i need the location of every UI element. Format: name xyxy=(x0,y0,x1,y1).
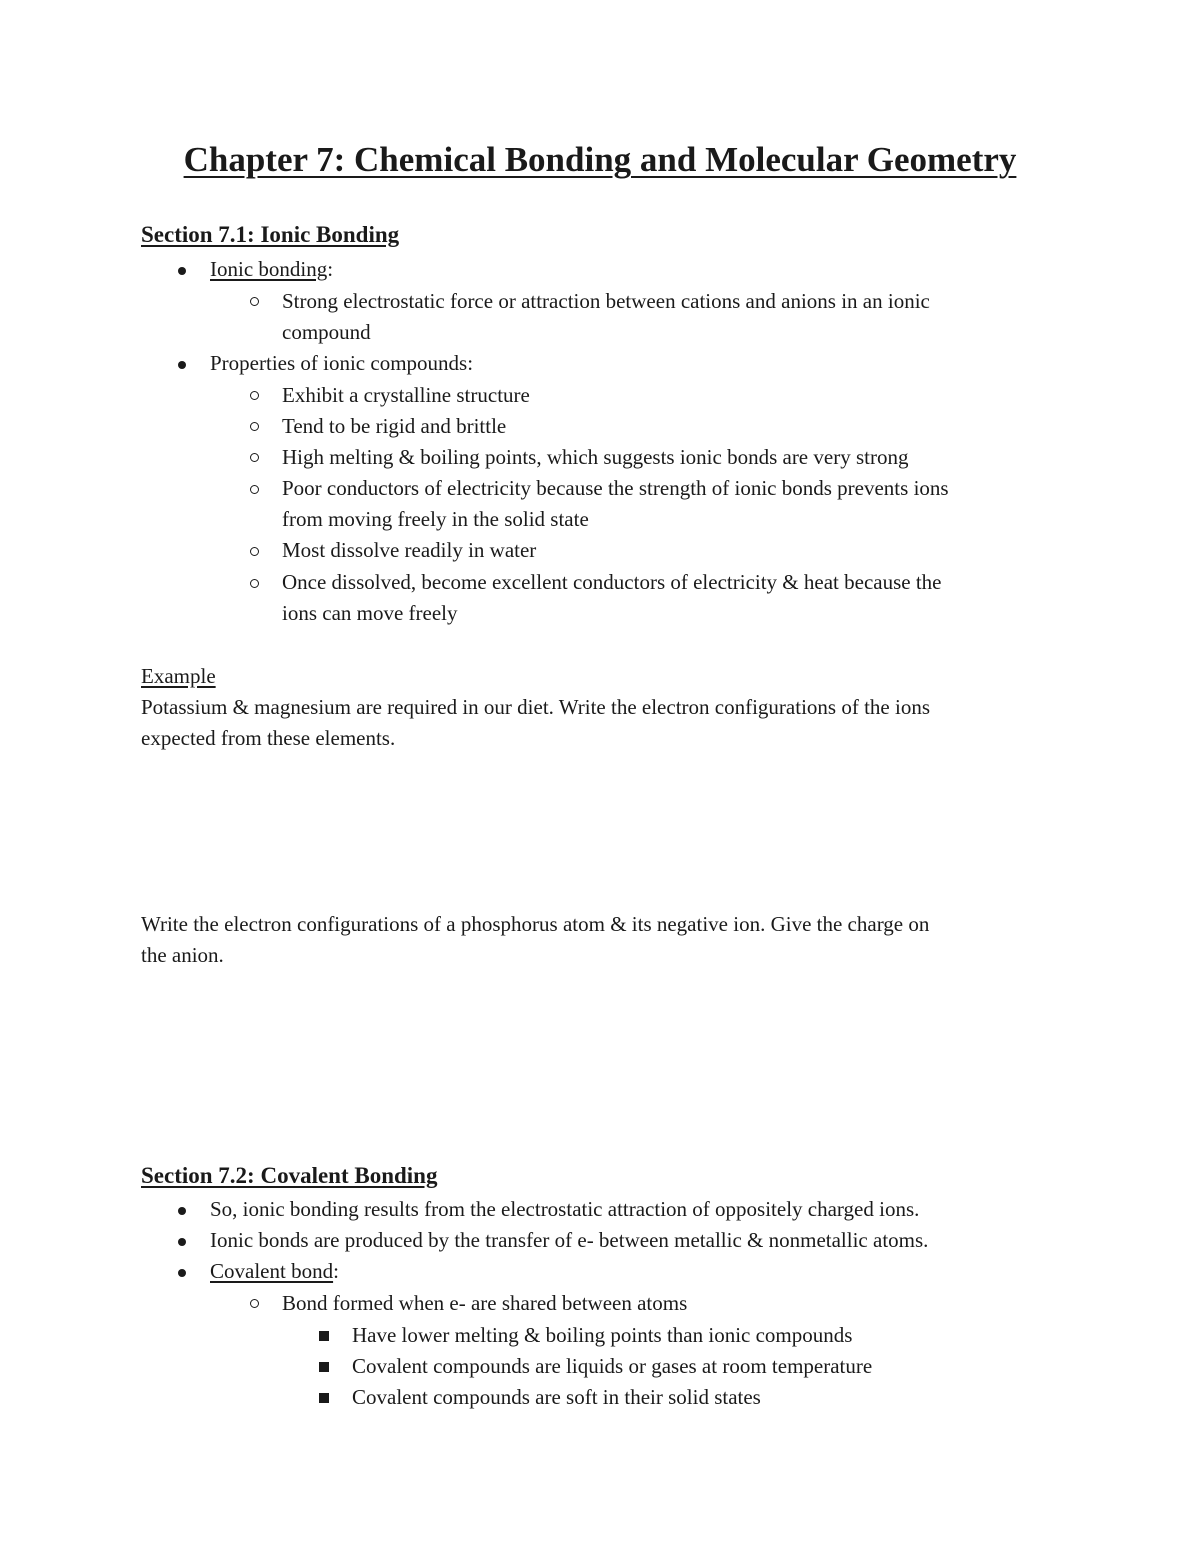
property-item: High melting & boiling points, which suggests ionic bonds are very strong xyxy=(282,445,909,469)
bullet-disc-icon xyxy=(178,267,186,275)
covalent-intro-item: So, ionic bonding results from the electrostatic attraction of oppositely charged ions. xyxy=(210,1197,920,1221)
covalent-property-item: Covalent compounds are soft in their solid states xyxy=(352,1385,761,1409)
bullet-circle-icon xyxy=(250,485,259,494)
bullet-disc-icon xyxy=(178,1238,186,1246)
bullet-circle-icon xyxy=(250,453,259,462)
example-question-2-cont: the anion. xyxy=(141,943,224,967)
covalent-bond-definition: Bond formed when e- are shared between atoms xyxy=(282,1291,688,1315)
property-item: Poor conductors of electricity because the strength of ionic bonds prevents ions xyxy=(282,476,949,500)
bullet-circle-icon xyxy=(250,422,259,431)
bullet-disc-icon xyxy=(178,361,186,369)
ionic-bonding-definition-cont: compound xyxy=(282,320,371,344)
section-heading-ionic: Section 7.1: Ionic Bonding xyxy=(141,222,400,247)
bullet-circle-icon xyxy=(250,579,259,588)
bullet-square-icon xyxy=(319,1362,329,1372)
property-item-cont: ions can move freely xyxy=(282,601,458,625)
ionic-bonding-definition: Strong electrostatic force or attraction between cations and anions in an ionic xyxy=(282,289,930,313)
covalent-property-item: Have lower melting & boiling points than ionic compounds xyxy=(352,1323,853,1347)
property-item: Once dissolved, become excellent conductors of electricity & heat because the xyxy=(282,570,942,594)
property-item-cont: from moving freely in the solid state xyxy=(282,507,589,531)
bullet-disc-icon xyxy=(178,1269,186,1277)
covalent-intro-item: Ionic bonds are produced by the transfer of e- between metallic & nonmetallic atoms. xyxy=(210,1228,929,1252)
covalent-property-item: Covalent compounds are liquids or gases at room temperature xyxy=(352,1354,873,1378)
property-item: Exhibit a crystalline structure xyxy=(282,383,530,407)
bullet-circle-icon xyxy=(250,391,259,400)
bullet-square-icon xyxy=(319,1393,329,1403)
example-label: Example xyxy=(141,664,216,688)
page-title: Chapter 7: Chemical Bonding and Molecular Geometry xyxy=(183,140,1017,179)
property-item: Tend to be rigid and brittle xyxy=(282,414,507,438)
example-question-1: Potassium & magnesium are required in our diet. Write the electron configurations of the ions xyxy=(141,695,930,719)
properties-label: Properties of ionic compounds: xyxy=(210,351,474,375)
example-question-1-cont: expected from these elements. xyxy=(141,726,396,750)
covalent-bond-term: Covalent bond: xyxy=(210,1259,339,1283)
bullet-circle-icon xyxy=(250,1299,259,1308)
bullet-circle-icon xyxy=(250,297,259,306)
property-item: Most dissolve readily in water xyxy=(282,538,537,562)
example-question-2: Write the electron configurations of a phosphorus atom & its negative ion. Give the charge on xyxy=(141,912,930,936)
bullet-disc-icon xyxy=(178,1207,186,1215)
ionic-bonding-term: Ionic bonding: xyxy=(210,257,334,281)
bullet-circle-icon xyxy=(250,547,259,556)
section-heading-covalent: Section 7.2: Covalent Bonding xyxy=(141,1163,438,1188)
bullet-square-icon xyxy=(319,1331,329,1341)
